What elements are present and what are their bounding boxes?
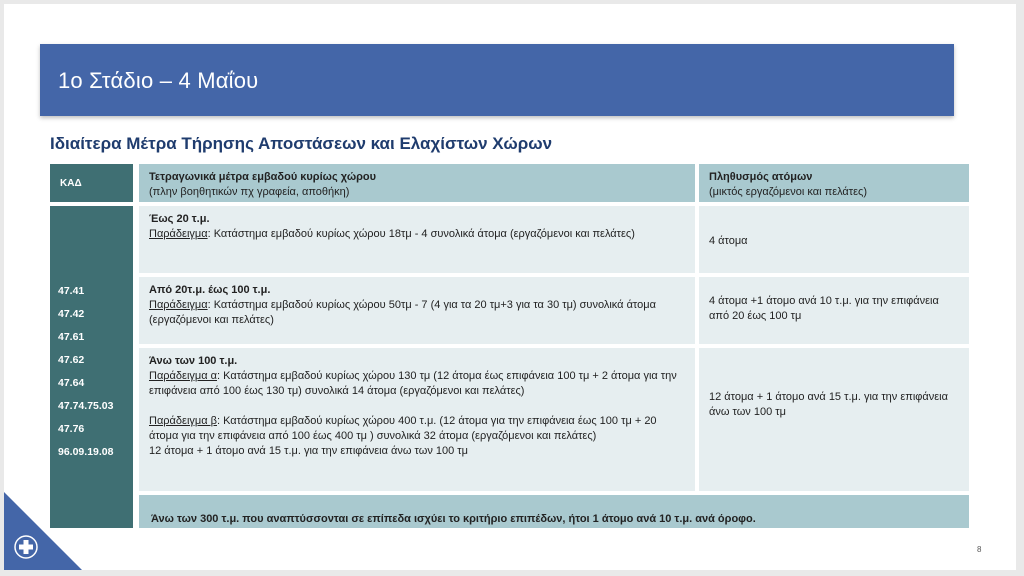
row-1-example-text: : Κατάστημα εμβαδού κυρίως χώρου 18τμ - 4 συνολικά άτομα (εργαζόμενοι και πελάτες) <box>207 228 635 240</box>
slide-title: 1ο Στάδιο – 4 Μαΐου <box>58 68 259 93</box>
row-2-range: Από 20τ.μ. έως 100 τ.μ. <box>149 284 271 296</box>
kad-code: 96.09.19.08 <box>58 446 114 458</box>
row-3-rule: 12 άτομα + 1 άτομο ανά 15 τ.μ. για την επιφάνεια άνω των 100 τμ <box>149 445 468 457</box>
kad-code: 47.74.75.03 <box>58 400 114 412</box>
page-number: 8 <box>977 545 982 554</box>
kad-code: 47.64 <box>58 377 85 389</box>
slide <box>4 4 1016 570</box>
row-2-example <box>149 298 685 328</box>
table-row-1-area <box>139 206 695 273</box>
kad-code: 47.62 <box>58 354 85 366</box>
population-header <box>699 164 969 202</box>
row-1-range: Έως 20 τ.μ. <box>149 213 210 225</box>
population-header-title: Πληθυσμός ατόμων <box>709 171 813 183</box>
table-row-2-area <box>139 277 695 344</box>
slide-subtitle: Ιδιαίτερα Μέτρα Τήρησης Αποστάσεων και Ελαχίστων Χώρων <box>50 134 553 153</box>
row-3-example-b-label: Παράδειγμα β <box>149 415 217 427</box>
row-2-example-label: Παράδειγμα <box>149 299 208 311</box>
table-row-1-population: 4 άτομα <box>699 206 969 273</box>
kad-codes-column <box>50 206 133 528</box>
kad-code: 47.42 <box>58 308 85 320</box>
kad-codes-list <box>58 280 113 464</box>
table-row-3-area <box>139 348 695 491</box>
row-3-example-b <box>149 414 685 444</box>
kad-code: 47.61 <box>58 331 85 343</box>
kad-code: 47.41 <box>58 285 85 297</box>
area-header-title: Τετραγωνικά μέτρα εμβαδού κυρίως χώρου <box>149 171 377 183</box>
table-footer-note: Άνω των 300 τ.μ. που αναπτύσσονται σε επίπεδα ισχύει το κριτήριο επιπέδων, ήτοι 1 άτομο ανά 10 τ.μ. ανά όροφο. <box>139 495 969 528</box>
title-banner <box>40 44 954 116</box>
population-header-note: (μικτός εργαζόμενοι και πελάτες) <box>709 186 868 198</box>
row-2-example-text: : Κατάστημα εμβαδού κυρίως χώρου 50τμ - 7 (4 για τα 20 τμ+3 για τα 30 τμ) συνολικά άτομα (εργαζόμενοι και πελάτες) <box>149 299 656 326</box>
area-header <box>139 164 695 202</box>
row-1-example-label: Παράδειγμα <box>149 228 208 240</box>
row-3-example-b-text: : Κατάστημα εμβαδού κυρίως χώρου 400 τ.μ. (12 άτομα για την επιφάνεια έως 100 τμ + 20 άτομα για την επιφάνεια από 100 έως 400 τμ ) συνολικά 32 άτομα (εργαζόμενοι και πελάτες) <box>149 415 657 442</box>
row-1-example <box>149 227 685 242</box>
table-row-2-population: 4 άτομα +1 άτομο ανά 10 τ.μ. για την επιφάνεια από 20 έως 100 τμ <box>699 277 969 344</box>
table-row-3-population: 12 άτομα + 1 άτομο ανά 15 τ.μ. για την επιφάνεια άνω των 100 τμ <box>699 348 969 491</box>
greek-cross-emblem-icon <box>15 536 37 558</box>
row-3-example-a <box>149 369 685 399</box>
kad-header: ΚΑΔ <box>50 164 133 202</box>
row-3-range: Άνω των 100 τ.μ. <box>149 355 238 367</box>
kad-code: 47.76 <box>58 423 85 435</box>
area-header-note: (πλην βοηθητικών πχ γραφεία, αποθήκη) <box>149 186 350 198</box>
row-3-example-a-text: : Κατάστημα εμβαδού κυρίως χώρου 130 τμ (12 άτομα έως επιφάνεια 100 τμ + 2 άτομα για την επιφάνεια από 100 έως 130 τμ) συνολικά 14 άτομα (εργαζόμενοι και πελάτες) <box>149 370 677 397</box>
row-3-example-a-label: Παράδειγμα α <box>149 370 218 382</box>
